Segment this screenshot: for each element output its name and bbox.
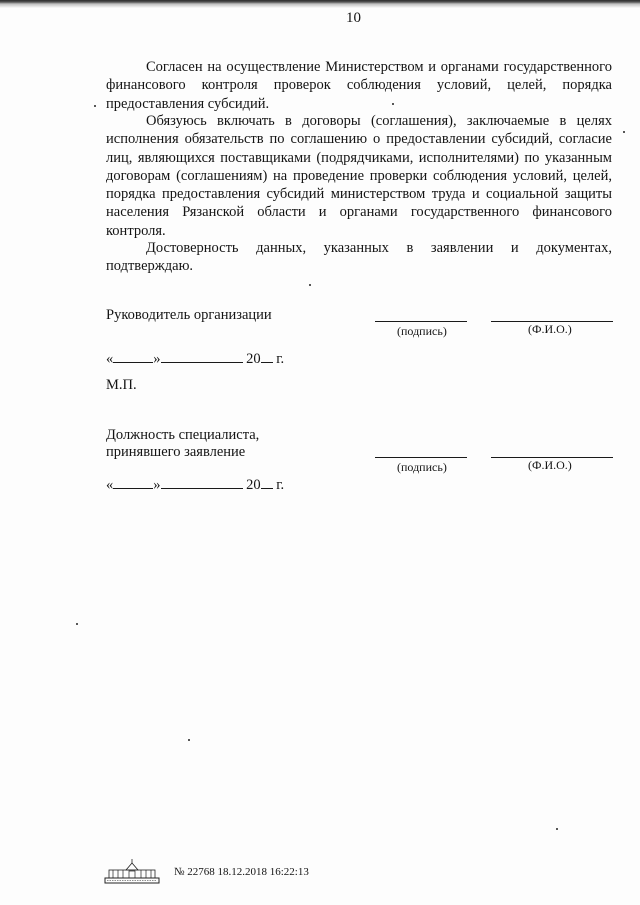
scan-speck	[556, 828, 558, 830]
year-blank	[261, 350, 273, 363]
signature-line	[375, 457, 467, 458]
date-close-quote: »	[153, 477, 161, 493]
specialist-position-label-line2: принявшего заявление	[106, 444, 246, 460]
date-suffix: г.	[276, 351, 285, 367]
scan-speck	[76, 623, 78, 625]
registration-number: № 22768 18.12.2018 16:22:13	[174, 866, 309, 878]
scan-speck	[623, 131, 625, 133]
government-building-icon	[104, 858, 160, 884]
signature-caption: (подпись)	[397, 324, 447, 338]
date-year: 20	[246, 477, 261, 493]
specialist-position-label: Должность специалиста,	[106, 427, 260, 443]
page-number: 10	[346, 10, 361, 26]
seal-label: М.П.	[106, 377, 137, 393]
date-year: 20	[246, 351, 261, 367]
month-blank	[161, 350, 243, 363]
day-blank	[113, 476, 153, 489]
head-of-organization-label: Руководитель организации	[106, 307, 272, 323]
scan-speck	[94, 105, 96, 107]
signature-caption: (подпись)	[397, 460, 447, 474]
year-blank	[261, 476, 273, 489]
signature-line	[375, 321, 467, 322]
month-blank	[161, 476, 243, 489]
date-close-quote: »	[153, 351, 161, 367]
name-caption: (Ф.И.О.)	[528, 322, 572, 336]
date-suffix: г.	[276, 477, 285, 493]
name-caption: (Ф.И.О.)	[528, 458, 572, 472]
date-open-quote: «	[106, 477, 114, 493]
scan-speck	[309, 284, 311, 286]
obligation-paragraph: Обязуюсь включать в договоры (соглашения), заключаемые в целях исполнения обязательств по соглашению о предоставлении субсидий, согласие лиц, являющихся поставщиками (подрядчиками, исполнителями) по указанным договорам (соглашениям) на проведение проверки соблюдения условий, целей, порядка предоставления субсидий министерством труда и социальной защиты населения Рязанской области и органами государственного финансового контроля.	[106, 113, 612, 239]
day-blank	[113, 350, 153, 363]
date-open-quote: «	[106, 351, 114, 367]
confirmation-paragraph: Достоверность данных, указанных в заявлении и документах, подтверждаю.	[106, 240, 612, 275]
consent-paragraph: Согласен на осуществление Министерством и органами государственного финансового контроля проверок соблюдения условий, целей, порядка предоставления субсидий.	[106, 59, 612, 112]
scan-speck	[392, 103, 394, 105]
date-field	[106, 476, 284, 494]
scan-edge-shadow	[0, 0, 640, 8]
date-field	[106, 350, 284, 368]
scan-speck	[188, 739, 190, 741]
